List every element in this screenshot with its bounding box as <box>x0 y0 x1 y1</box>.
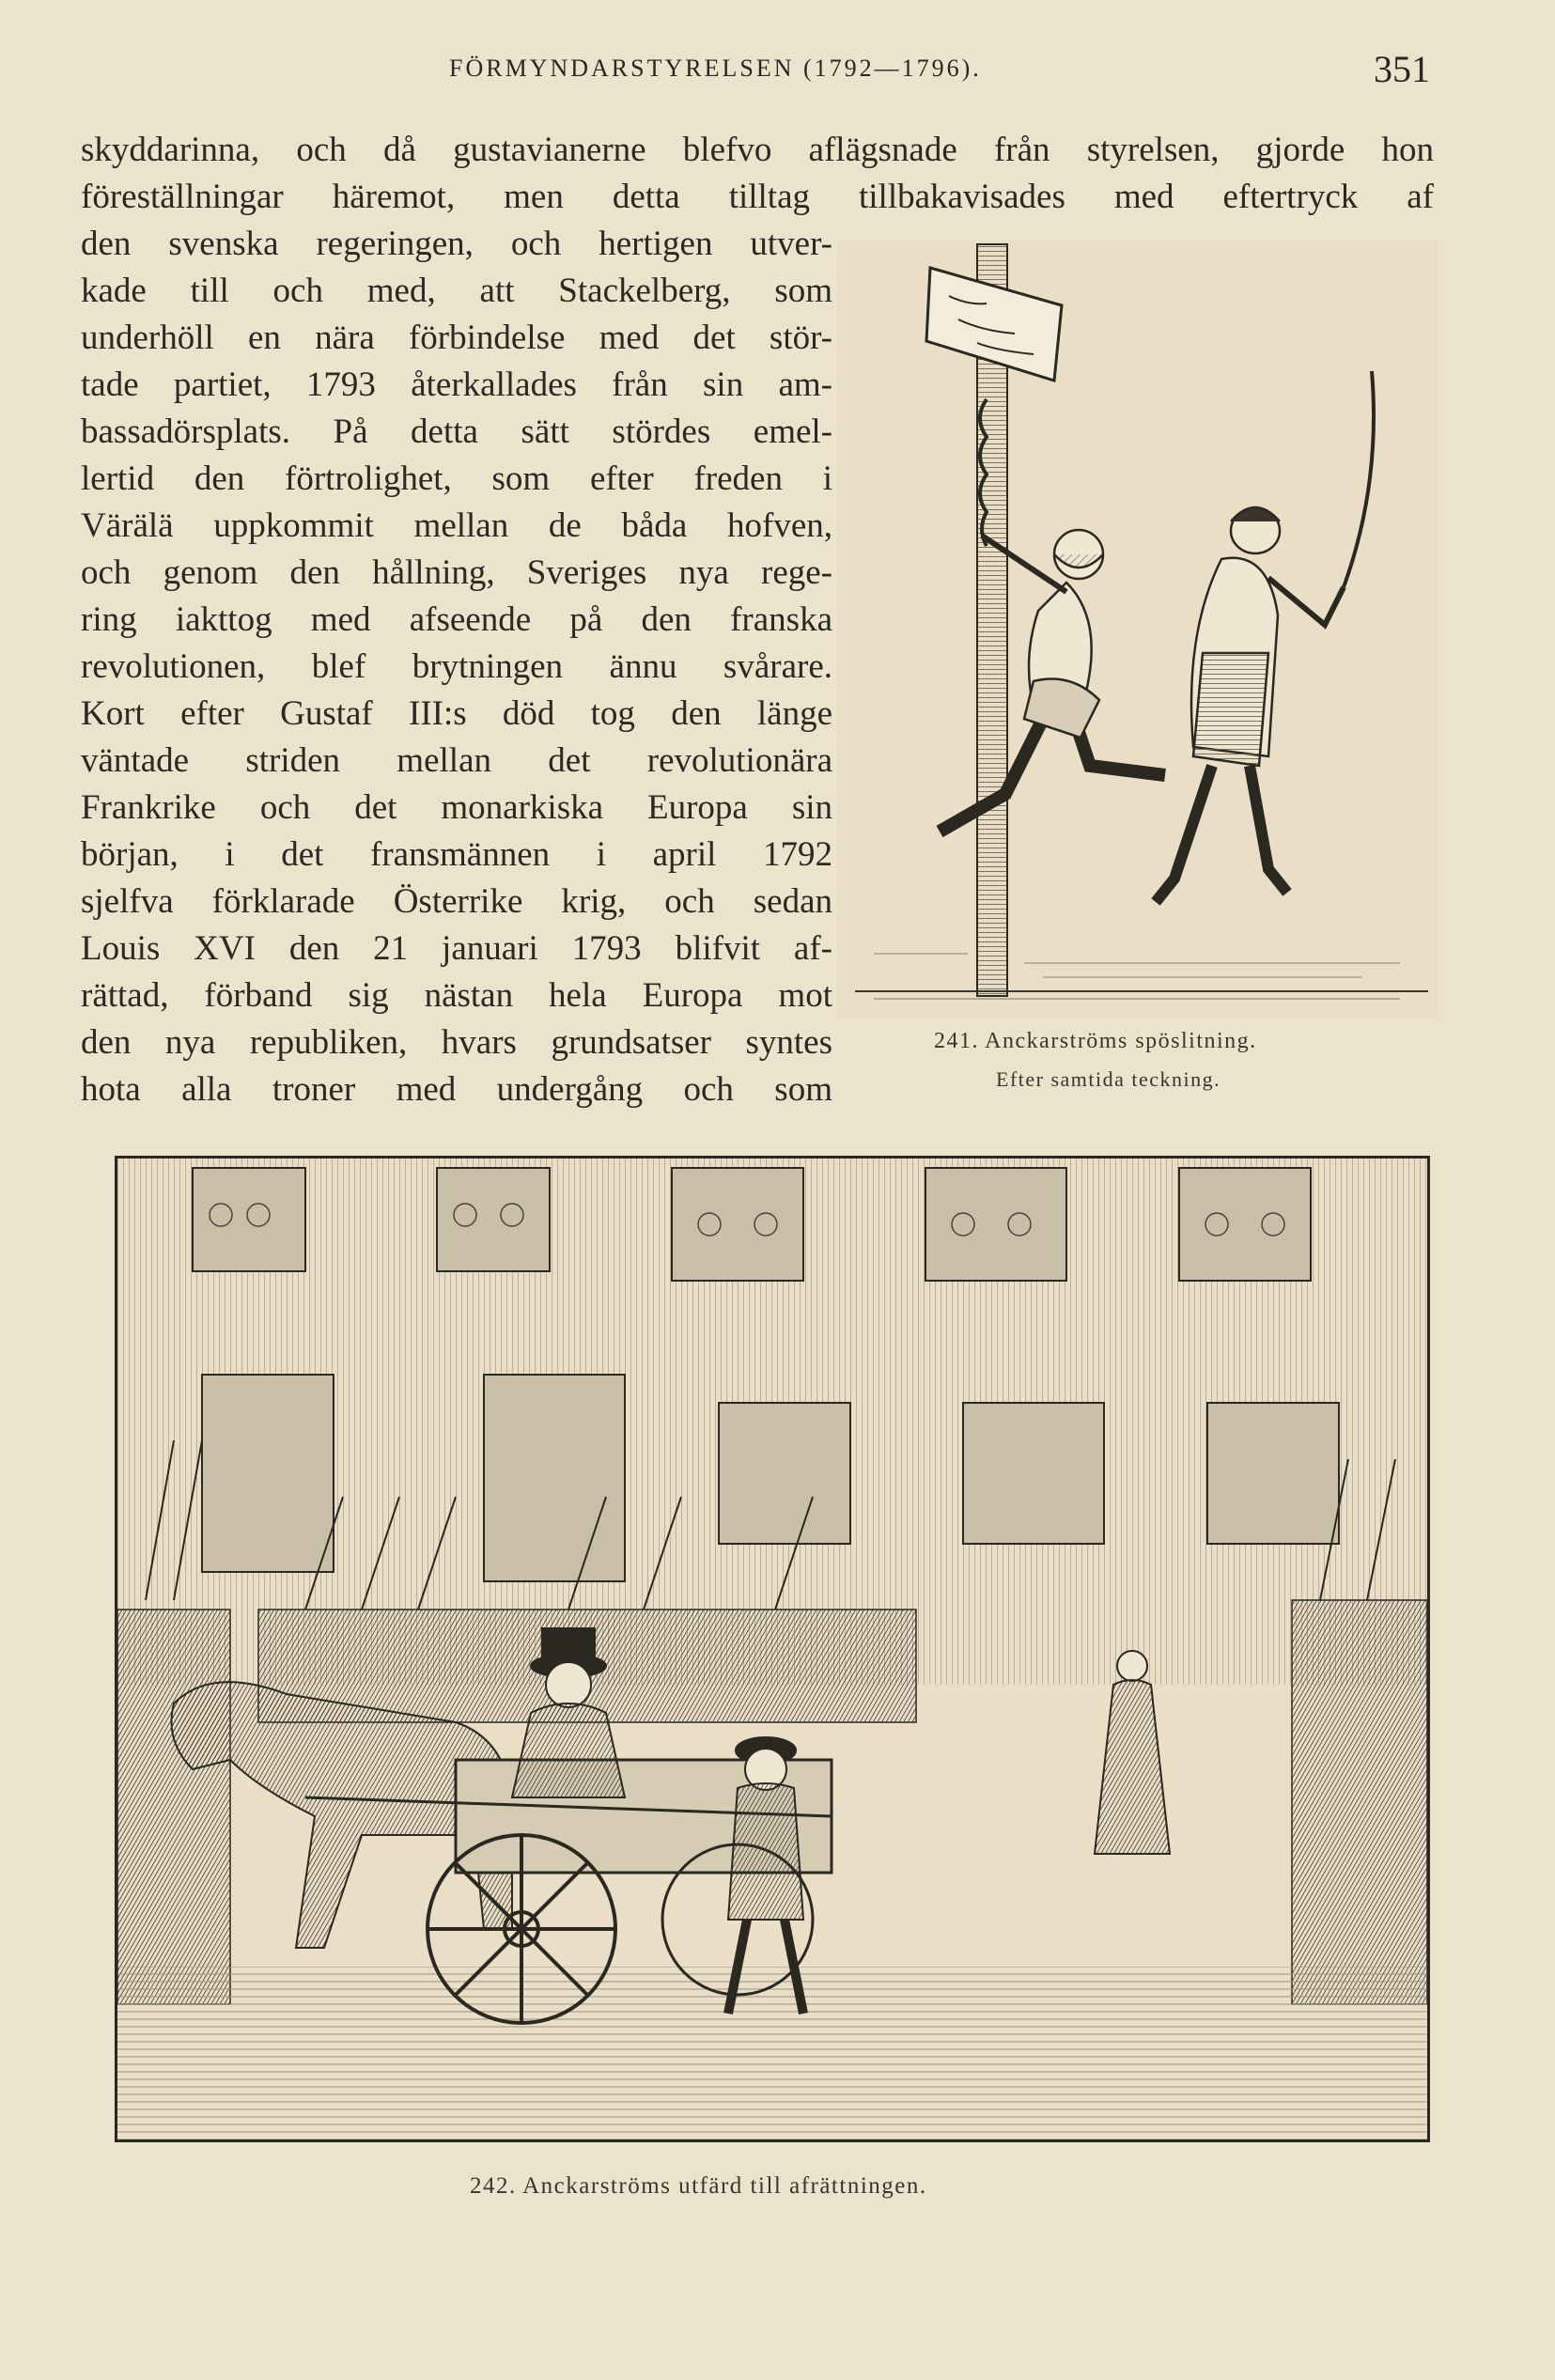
text-line: föreställningar häremot, men detta tilltag tillbakavisades med eftertryck af <box>81 178 1434 216</box>
text-line: Kort efter Gustaf III:s död tog den länge <box>81 694 832 733</box>
text-line: och genom den hållning, Sveriges nya rege- <box>81 553 832 592</box>
running-head <box>0 47 1555 94</box>
figure-241-caption: 241. Anckarströms spöslitning. <box>934 1029 1257 1053</box>
page-number: 351 <box>1374 48 1430 90</box>
running-title: FÖRMYNDARSTYRELSEN (1792—1796). <box>449 54 982 82</box>
text-line: rättad, förband sig nästan hela Europa mot <box>81 976 832 1015</box>
text-line: Frankrike och det monarkiska Europa sin <box>81 788 832 827</box>
figure-241-credit: Efter samtida teckning. <box>996 1067 1221 1091</box>
text-line: sjelfva förklarade Österrike krig, och sedan <box>81 882 832 921</box>
figure-242-engraving <box>115 1156 1430 2142</box>
text-line: underhöll en nära förbindelse med det stör- <box>81 319 832 357</box>
text-line: början, i det fransmännen i april 1792 <box>81 835 832 874</box>
text-line: skyddarinna, och då gustavianerne blefvo aflägsnade från styrelsen, gjorde hon <box>81 131 1434 169</box>
text-line: lertid den förtrolighet, som efter freden i <box>81 459 832 498</box>
figure-241-engraving <box>836 240 1438 1019</box>
text-line: tade partiet, 1793 återkallades från sin am- <box>81 366 832 404</box>
text-line: bassadörsplats. På detta sätt stördes emel- <box>81 412 832 451</box>
text-line: revolutionen, blef brytningen ännu svårare. <box>81 647 832 686</box>
figure-242-caption: 242. Anckarströms utfärd till afrättningen. <box>470 2173 927 2199</box>
figure-242-illustration <box>117 1159 1427 2139</box>
text-line: ring iakttog med afseende på den franska <box>81 600 832 639</box>
text-line: Louis XVI den 21 januari 1793 blifvit af- <box>81 929 832 968</box>
figure-241-illustration <box>836 240 1438 1019</box>
text-line: Värälä uppkommit mellan de båda hofven, <box>81 506 832 545</box>
text-line: kade till och med, att Stackelberg, som <box>81 272 832 310</box>
text-line: den nya republiken, hvars grundsatser syntes <box>81 1023 832 1062</box>
text-line: hota alla troner med undergång och som <box>81 1070 832 1109</box>
text-line: den svenska regeringen, och hertigen utver- <box>81 225 832 263</box>
text-line: väntade striden mellan det revolutionära <box>81 741 832 780</box>
